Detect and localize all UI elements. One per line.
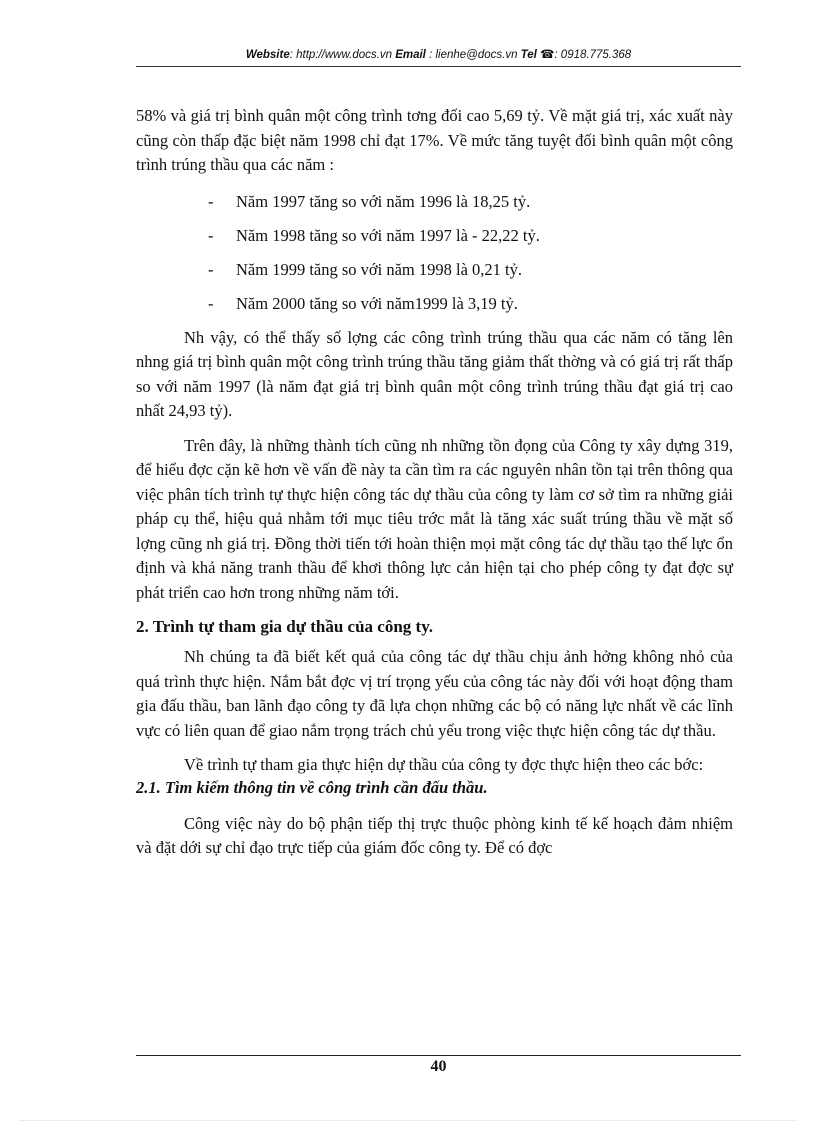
paragraph-4: Nh chúng ta đã biết kết quả của công tác dự thầu chịu ảnh hởng không nhỏ của quá trình thực hiện. Nắm bắt đợc vị trí trọng yếu của công tác này đối với hoạt động tham gia đấu thầu, ban lãnh đạo công ty đã lựa chọn những các bộ có năng lực nhất về các lĩnh vực có liên quan để giao nắm trọng trách chủ yếu trong việc thực hiện công tác dự thầu. <box>136 647 733 740</box>
email-value: : lienhe@docs.vn <box>429 49 518 61</box>
website-value: : http://www.docs.vn <box>289 49 392 61</box>
list-item: - Năm 1999 tăng so với năm 1998 là 0,21 tỷ. <box>208 259 522 279</box>
section-heading-2-1: 2.1. Tìm kiếm thông tin về công trình cần đấu thầu. <box>136 777 488 797</box>
paragraph-3: Trên đây, là những thành tích cũng nh những tồn đọng của Công ty xây dựng 319, để hiểu đợc cặn kẽ hơn về vấn đề này ta cần tìm ra các nguyên nhân tồn tại trên thông qua việc phân tích trình tự thực hiện công tác dự thầu của công ty làm cơ sở tìm ra những giải pháp cụ thể, hiệu quả nhằm tới mục tiêu trớc mắt là tăng xác suất trúng thầu về mặt số lợng cũng nh giá trị. Đồng thời tiến tới hoàn thiện mọi mặt công tác dự thầu tạo thế lực ổn định và khả năng tranh thầu để khơi thông lực cản hiện tại cho phép công ty đạt đợc sự phát triển cao hơn trong những năm tới. <box>136 435 733 602</box>
list-item: - Năm 2000 tăng so với năm1999 là 3,19 tỷ. <box>208 293 518 313</box>
page-edge-dots <box>20 1120 796 1121</box>
phone-icon: ☎ <box>540 49 555 61</box>
tel-label: Tel <box>520 49 537 61</box>
paragraph-6: Công việc này do bộ phận tiếp thị trực thuộc phòng kinh tế kế hoạch đảm nhiệm và đặt dới sự chỉ đạo trực tiếp của giám đốc công ty. Để có đợc <box>136 813 733 857</box>
tel-value: : 0918.775.368 <box>554 49 632 61</box>
increase-list <box>136 190 733 316</box>
paragraph-2: Nh vậy, có thể thấy số lợng các công trình trúng thầu qua các năm có tăng lên nhng giá trị bình quân một công trình trúng thầu tăng giảm thất thờng và có giá trị rất thấp so với năm 1997 (là năm đạt giá trị bình quân một công trình trúng thầu đạt giá trị cao nhất 24,93 tỷ). <box>136 327 733 420</box>
paragraph-1: 58% và giá trị bình quân một công trình tơng đối cao 5,69 tỷ. Về mặt giá trị, xác xuất này cũng còn thấp đặc biệt năm 1998 chỉ đạt 17%. Về mức tăng tuyệt đối bình quân một công trình trúng thầu qua các năm : <box>136 106 733 174</box>
list-item: - Năm 1997 tăng so với năm 1996 là 18,25 tỷ. <box>208 191 531 211</box>
website-label: Website <box>245 49 290 61</box>
footer-divider <box>136 1055 741 1056</box>
page-header <box>136 47 741 61</box>
document-body <box>136 104 733 861</box>
header-divider <box>136 66 741 67</box>
page-number: 40 <box>430 1058 447 1075</box>
paragraph-5: Về trình tự tham gia thực hiện dự thầu của công ty đợc thực hiện theo các bớc: <box>184 755 704 774</box>
section-heading-2: 2. Trình tự tham gia dự thầu của công ty. <box>136 617 434 636</box>
email-label: Email <box>395 49 426 61</box>
list-item: - Năm 1998 tăng so với năm 1997 là - 22,22 tỷ. <box>208 225 540 245</box>
